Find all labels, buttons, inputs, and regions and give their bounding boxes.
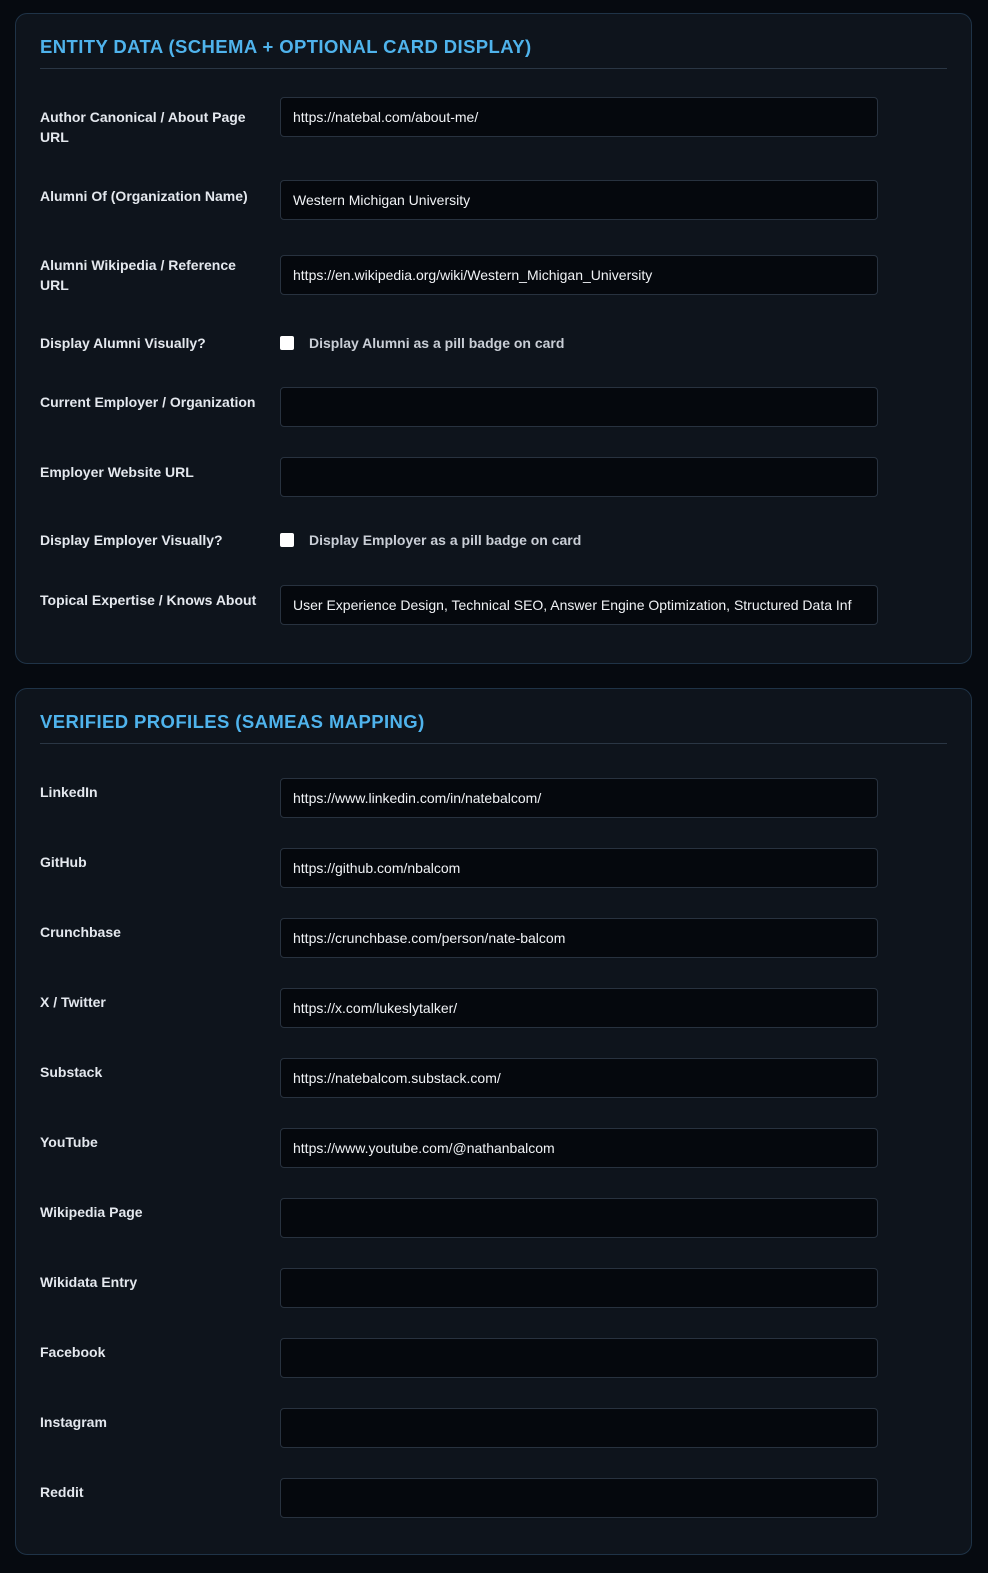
employer-input[interactable]	[280, 387, 878, 427]
crunchbase-input[interactable]	[280, 918, 878, 958]
checkbox-box[interactable]	[280, 336, 294, 350]
author-url-label: Author Canonical / About Page URL	[40, 109, 246, 145]
youtube-input[interactable]	[280, 1128, 878, 1168]
substack-label: Substack	[40, 1064, 103, 1080]
employer-label: Current Employer / Organization	[40, 394, 256, 410]
author-url-input[interactable]	[280, 97, 878, 137]
display-employer-checkbox[interactable]	[280, 530, 581, 550]
alumni-of-input[interactable]	[280, 180, 878, 220]
facebook-input[interactable]	[280, 1338, 878, 1378]
github-label: GitHub	[40, 854, 87, 870]
entity-data-panel	[15, 13, 972, 664]
alumni-of-label: Alumni Of (Organization Name)	[40, 188, 248, 204]
entity-data-title: ENTITY DATA (SCHEMA + OPTIONAL CARD DISPLAY)	[40, 36, 532, 57]
github-input[interactable]	[280, 848, 878, 888]
verified-profiles-panel	[15, 688, 972, 1555]
checkbox-box[interactable]	[280, 533, 294, 547]
employer-url-label: Employer Website URL	[40, 464, 194, 480]
divider	[40, 68, 947, 69]
display-alumni-checkbox-label: Display Alumni as a pill badge on card	[309, 335, 565, 351]
wikipedia-input[interactable]	[280, 1198, 878, 1238]
facebook-label: Facebook	[40, 1344, 106, 1360]
employer-url-input[interactable]	[280, 457, 878, 497]
display-employer-checkbox-label: Display Employer as a pill badge on card	[309, 532, 582, 548]
linkedin-label: LinkedIn	[40, 784, 98, 800]
substack-input[interactable]	[280, 1058, 878, 1098]
twitter-input[interactable]	[280, 988, 878, 1028]
wikidata-input[interactable]	[280, 1268, 878, 1308]
expertise-input[interactable]	[280, 585, 878, 625]
expertise-label: Topical Expertise / Knows About	[40, 592, 257, 608]
instagram-input[interactable]	[280, 1408, 878, 1448]
display-alumni-label: Display Alumni Visually?	[40, 335, 206, 351]
wikidata-label: Wikidata Entry	[40, 1274, 138, 1290]
divider	[40, 743, 947, 744]
reddit-input[interactable]	[280, 1478, 878, 1518]
twitter-label: X / Twitter	[40, 994, 106, 1010]
linkedin-input[interactable]	[280, 778, 878, 818]
alumni-ref-input[interactable]	[280, 255, 878, 295]
verified-profiles-title: VERIFIED PROFILES (SAMEAS MAPPING)	[40, 711, 425, 732]
instagram-label: Instagram	[40, 1414, 107, 1430]
alumni-ref-label: Alumni Wikipedia / Reference URL	[40, 257, 236, 293]
display-alumni-checkbox[interactable]	[280, 333, 564, 353]
crunchbase-label: Crunchbase	[40, 924, 121, 940]
display-employer-label: Display Employer Visually?	[40, 532, 223, 548]
youtube-label: YouTube	[40, 1134, 98, 1150]
wikipedia-label: Wikipedia Page	[40, 1204, 143, 1220]
reddit-label: Reddit	[40, 1484, 84, 1500]
